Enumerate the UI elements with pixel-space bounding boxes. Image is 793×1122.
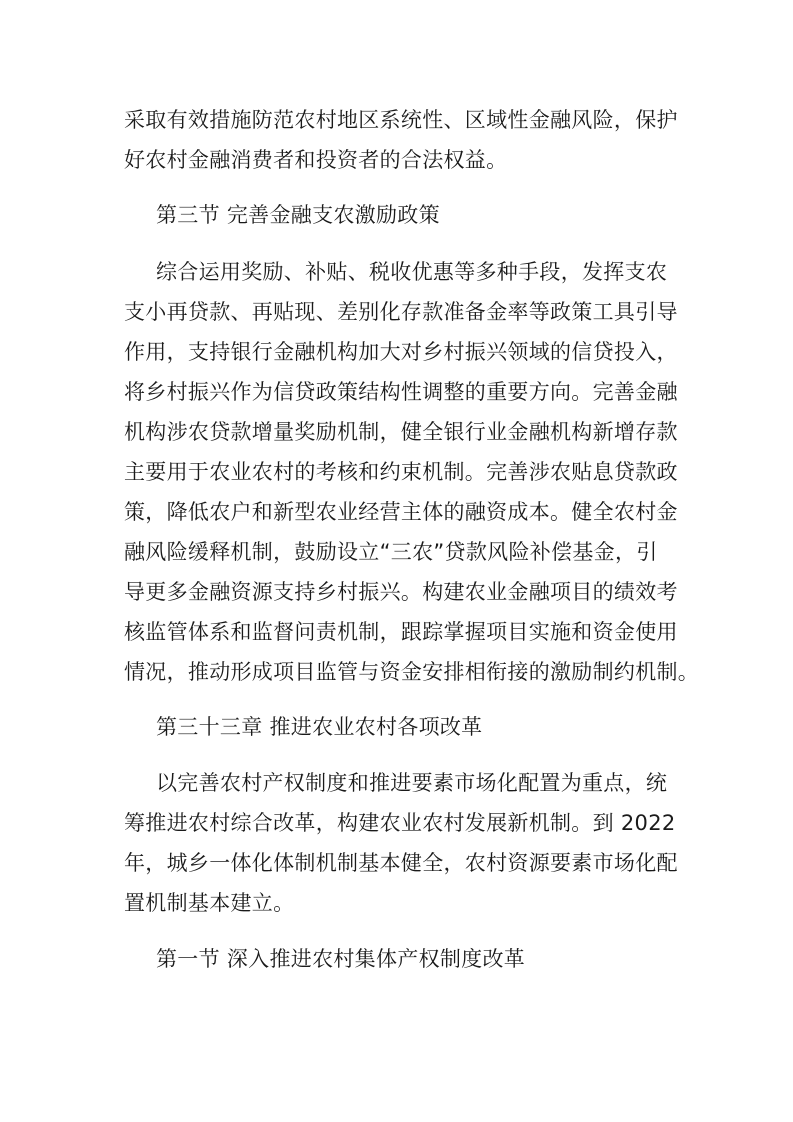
section-3-heading: 第三节 完善金融支农激励政策: [156, 203, 440, 227]
paragraph-2-line-4: 将乡村振兴作为信贷政策结构性调整的重要方向。完善金融: [124, 380, 678, 404]
paragraph-2-line-9: 导更多金融资源支持乡村振兴。构建农业金融项目的绩效考: [124, 580, 678, 604]
paragraph-2-line-6: 主要用于农业农村的考核和约束机制。完善涉农贴息贷款政: [124, 460, 678, 484]
paragraph-2-line-7: 策，降低农户和新型农业经营主体的融资成本。健全农村金: [124, 500, 678, 524]
paragraph-2-line-8: 融风险缓释机制，鼓励设立“三农”贷款风险补偿基金，引: [124, 540, 658, 564]
paragraph-2-line-3: 作用，支持银行金融机构加大对乡村振兴领域的信贷投入，: [124, 340, 678, 364]
paragraph-2-line-1: 综合运用奖励、补贴、税收优惠等多种手段，发挥支农: [156, 260, 668, 284]
section-1-heading: 第一节 深入推进农村集体产权制度改革: [156, 947, 526, 971]
paragraph-2-line-5: 机构涉农贷款增量奖励机制，健全银行业金融机构新增存款: [124, 420, 678, 444]
paragraph-2-line-11: 情况，推动形成项目监管与资金安排相衔接的激励制约机制。: [124, 660, 700, 684]
paragraph-3-line-2: 筹推进农村综合改革，构建农业农村发展新机制。到 2022: [124, 811, 676, 835]
paragraph-3-line-3: 年，城乡一体化体制机制基本健全，农村资源要素市场化配: [124, 851, 678, 875]
paragraph-2-line-10: 核监管体系和监督问责机制，跟踪掌握项目实施和资金使用: [124, 620, 678, 644]
paragraph-3-line-1: 以完善农村产权制度和推进要素市场化配置为重点，统: [156, 771, 668, 795]
paragraph-2-line-2: 支小再贷款、再贴现、差别化存款准备金率等政策工具引导: [124, 300, 678, 324]
paragraph-1-line-1: 采取有效措施防范农村地区系统性、区域性金融风险，保护: [124, 108, 678, 132]
chapter-33-heading: 第三十三章 推进农业农村各项改革: [156, 715, 483, 739]
paragraph-1-line-2: 好农村金融消费者和投资者的合法权益。: [124, 148, 508, 172]
paragraph-3-line-4: 置机制基本建立。: [124, 891, 295, 915]
